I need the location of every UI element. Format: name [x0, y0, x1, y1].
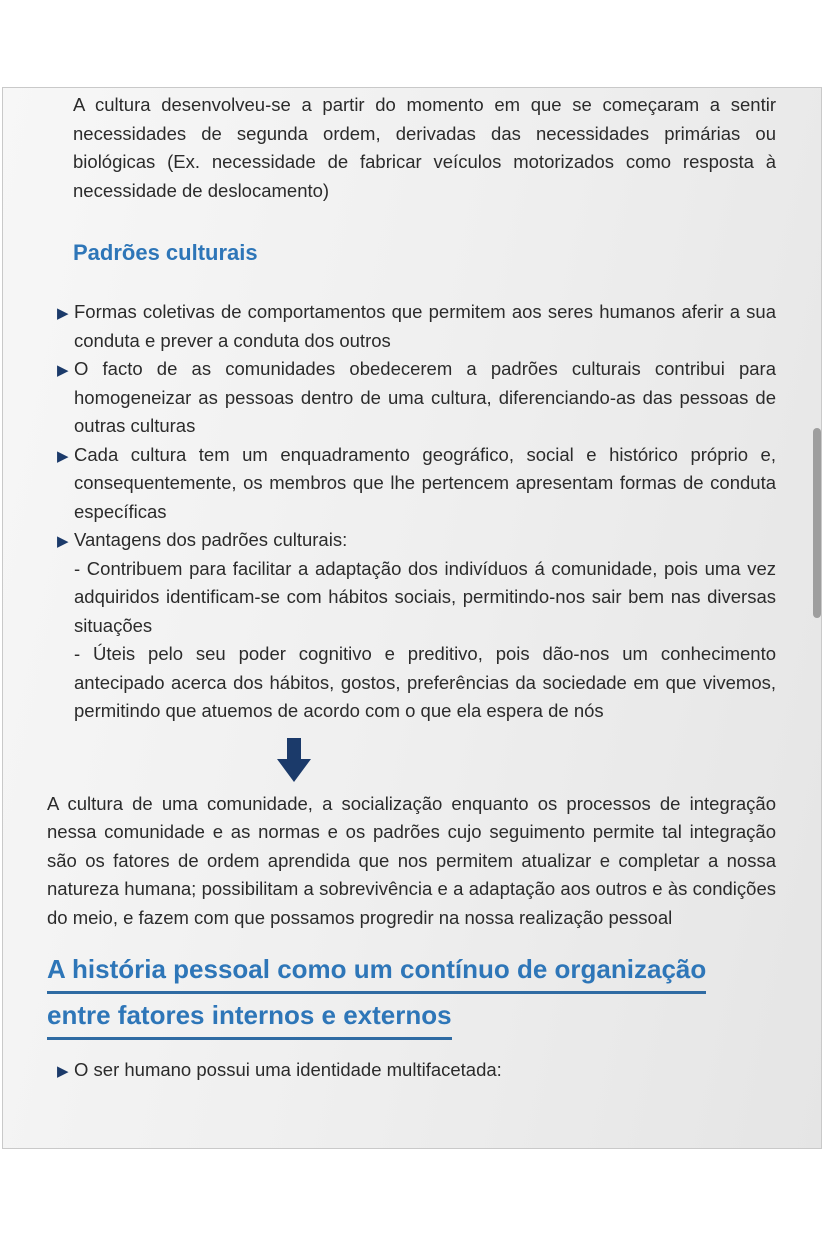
- heading-line: entre fatores internos e externos: [47, 996, 452, 1040]
- summary-paragraph: A cultura de uma comunidade, a socialização enquanto os processos de integração nessa comunidade e as normas e os padrões cujo seguimento permite tal integração são os fatores de ordem aprendida que nos permitem atualizar e completar a nossa natureza humana; possibilitam a sobrevivência e a adaptação aos outros e às condições do meio, e fazem com que possamos progredir na nossa realização pessoal: [47, 792, 776, 928]
- down-arrow-head: [277, 759, 311, 782]
- bullet-triangle-icon: ▶: [57, 1062, 69, 1080]
- section-heading-padroes-culturais: Padrões culturais: [73, 240, 258, 265]
- list-item: [58, 441, 776, 527]
- sub-list-item: - Contribuem para facilitar a adaptação dos indivíduos á comunidade, pois uma vez adquiridos identificam-se com hábitos sociais, permitindo-nos sair bem nas diversas situações: [74, 557, 776, 636]
- document-page: [2, 87, 822, 1149]
- bullet-text: O facto de as comunidades obedecerem a padrões culturais contribui para homogeneizar as pessoas dentro de uma cultura, diferenciando-as das pessoas de outras culturas: [74, 358, 776, 436]
- bullet-text: O ser humano possui uma identidade multifacetada:: [74, 1059, 502, 1080]
- bullet-list: [58, 1056, 776, 1085]
- arrow-section: [3, 726, 821, 784]
- bullet-triangle-icon: ▶: [57, 446, 69, 465]
- bullet-text: Cada cultura tem um enquadramento geográfico, social e histórico próprio e, consequentemente, os membros que lhe pertencem apresentam formas de conduta específicas: [74, 443, 776, 522]
- sub-list-item: - Úteis pelo seu poder cognitivo e preditivo, pois dão-nos um conhecimento antecipado acerca dos hábitos, gostos, preferências da sociedade em que vivemos, permitindo que atuemos de acordo com o que ela espera de nós: [74, 643, 776, 721]
- bullet-triangle-icon: ▶: [57, 304, 69, 322]
- bullet-list: [58, 298, 776, 726]
- list-item: [58, 526, 776, 555]
- down-arrow-stem: [287, 738, 301, 759]
- bullet-text: Formas coletivas de comportamentos que permitem aos seres humanos aferir a sua conduta e prever a conduta dos outros: [74, 301, 776, 351]
- list-item: [58, 355, 776, 441]
- heading-line: A história pessoal como um contínuo de organização: [47, 950, 706, 994]
- down-arrow-icon: [277, 738, 311, 782]
- vertical-scrollbar-thumb[interactable]: [813, 428, 821, 618]
- section-heading-historia-pessoal: [47, 950, 776, 1040]
- list-item: [58, 298, 776, 355]
- bullet-triangle-icon: ▶: [57, 361, 69, 379]
- bullet-triangle-icon: ▶: [57, 532, 69, 550]
- bullet-text: Vantagens dos padrões culturais:: [74, 529, 348, 550]
- list-item: [58, 1056, 776, 1085]
- intro-paragraph: A cultura desenvolveu-se a partir do momento em que se começaram a sentir necessidades de segunda ordem, derivadas das necessidades primárias ou biológicas (Ex. necessidade de fabricar veículos motorizados como resposta à necessidade de deslocamento): [73, 94, 776, 201]
